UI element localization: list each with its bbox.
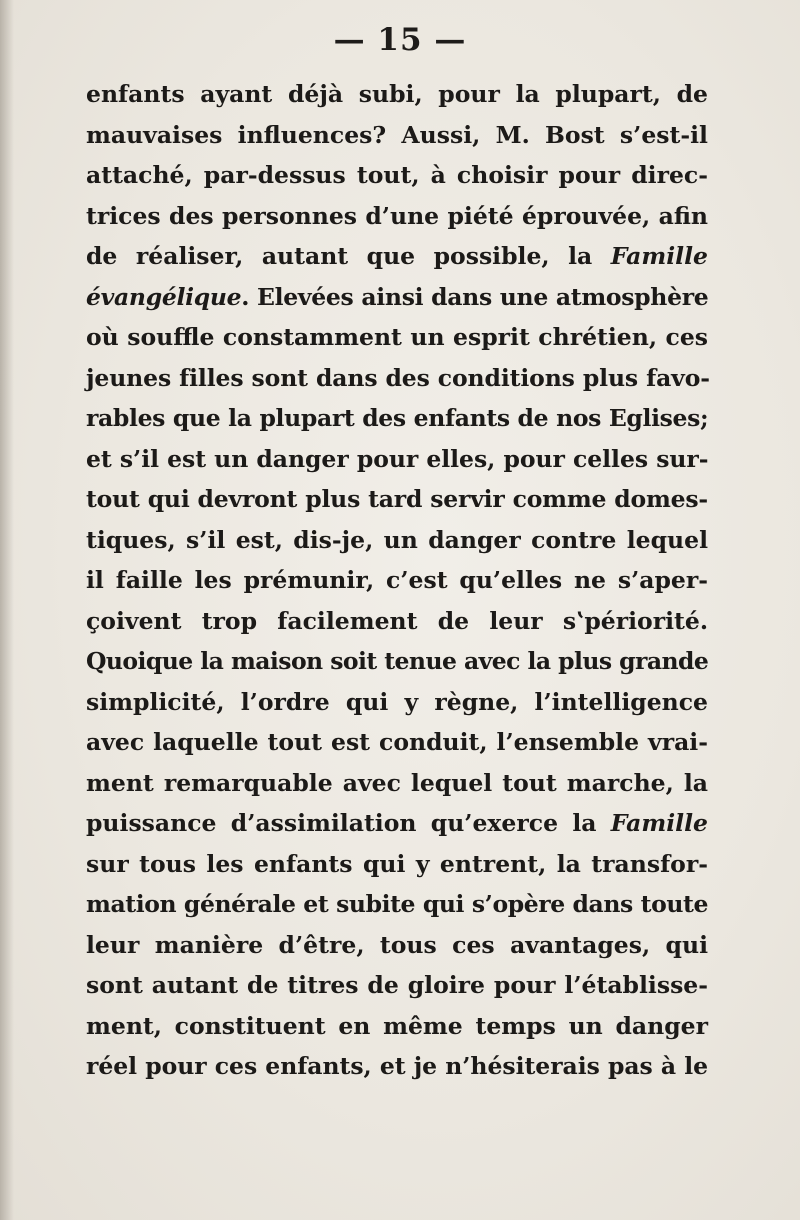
text-segment: leur manière d’être, tous ces avantages, qui xyxy=(86,930,708,959)
text-line xyxy=(86,925,708,966)
text-line xyxy=(86,479,708,520)
binding-gutter-shadow xyxy=(0,0,14,1220)
text-line xyxy=(86,884,708,925)
text-segment: avec laquelle tout est conduit, l’ensemble vrai- xyxy=(86,728,708,756)
text-line xyxy=(86,722,708,763)
text-line xyxy=(86,74,708,115)
text-segment: puissance d’assimilation qu’exerce la xyxy=(86,809,611,837)
text-segment: où souffle constamment un esprit chrétien, ces xyxy=(86,323,708,351)
text-line xyxy=(86,641,708,682)
text-segment: çoivent trop facilement de leur s​ʽpériorité. xyxy=(86,606,708,635)
text-line xyxy=(86,358,708,399)
text-segment: rables que la plupart des enfants de nos Eglises; xyxy=(86,404,709,432)
text-segment: Quoique la maison soit tenue avec la plus grande xyxy=(86,647,709,675)
text-segment: sur tous les enfants qui y entrent, la transfor- xyxy=(86,849,708,878)
text-line xyxy=(86,236,708,277)
text-line xyxy=(86,844,708,885)
text-line xyxy=(86,317,708,358)
text-segment: il faille les prémunir, c’est qu’elles ne s’aper- xyxy=(86,566,708,594)
text-segment: réel pour ces enfants, et je n’hésiterais pas à le xyxy=(86,1052,708,1080)
text-segment: sont autant de titres de gloire pour l’établisse- xyxy=(86,971,708,999)
italic-text-segment: Famille xyxy=(610,809,708,837)
text-line xyxy=(86,398,708,439)
text-line xyxy=(86,439,708,480)
text-segment: simplicité, l’ordre qui y règne, l’intelligence xyxy=(86,687,708,716)
text-line xyxy=(86,1046,708,1087)
text-line xyxy=(86,763,708,804)
text-line xyxy=(86,196,708,237)
text-line xyxy=(86,682,708,723)
text-segment: mauvaises influences? Aussi, M. Bost s’est-il xyxy=(86,120,708,149)
text-line xyxy=(86,115,708,156)
page-number: — 15 — xyxy=(333,22,467,58)
text-line xyxy=(86,965,708,1006)
text-segment: ment, constituent en même temps un danger xyxy=(86,1011,708,1040)
text-segment: de réaliser, autant que possible, la xyxy=(86,242,611,270)
body-text xyxy=(86,74,708,1087)
italic-text-segment: évangélique xyxy=(86,282,242,311)
text-line xyxy=(86,803,708,844)
text-segment: trices des personnes d’une piété éprouvée, afin xyxy=(86,201,708,230)
text-segment: tout qui devront plus tard servir comme domes- xyxy=(86,485,708,513)
text-line xyxy=(86,560,708,601)
text-segment: jeunes filles sont dans des conditions plus favo- xyxy=(86,363,710,392)
text-segment: et s’il est un danger pour elles, pour celles sur- xyxy=(86,444,709,473)
text-line xyxy=(86,155,708,196)
text-segment: ment remarquable avec lequel tout marche, la xyxy=(86,768,708,797)
text-line xyxy=(86,277,708,318)
italic-text-segment: Famille xyxy=(610,242,708,270)
text-segment: mation générale et subite qui s’opère dans toute xyxy=(86,890,708,918)
text-line xyxy=(86,520,708,561)
text-segment: attaché, par-dessus tout, à choisir pour direc- xyxy=(86,161,708,189)
text-segment: . Elevées ainsi dans une atmosphère xyxy=(241,282,709,311)
text-line xyxy=(86,601,708,642)
text-line xyxy=(86,1006,708,1047)
text-segment: tiques, s’il est, dis-je, un danger contre lequel xyxy=(86,525,708,554)
text-segment: enfants ayant déjà subi, pour la plupart, de xyxy=(86,80,708,108)
